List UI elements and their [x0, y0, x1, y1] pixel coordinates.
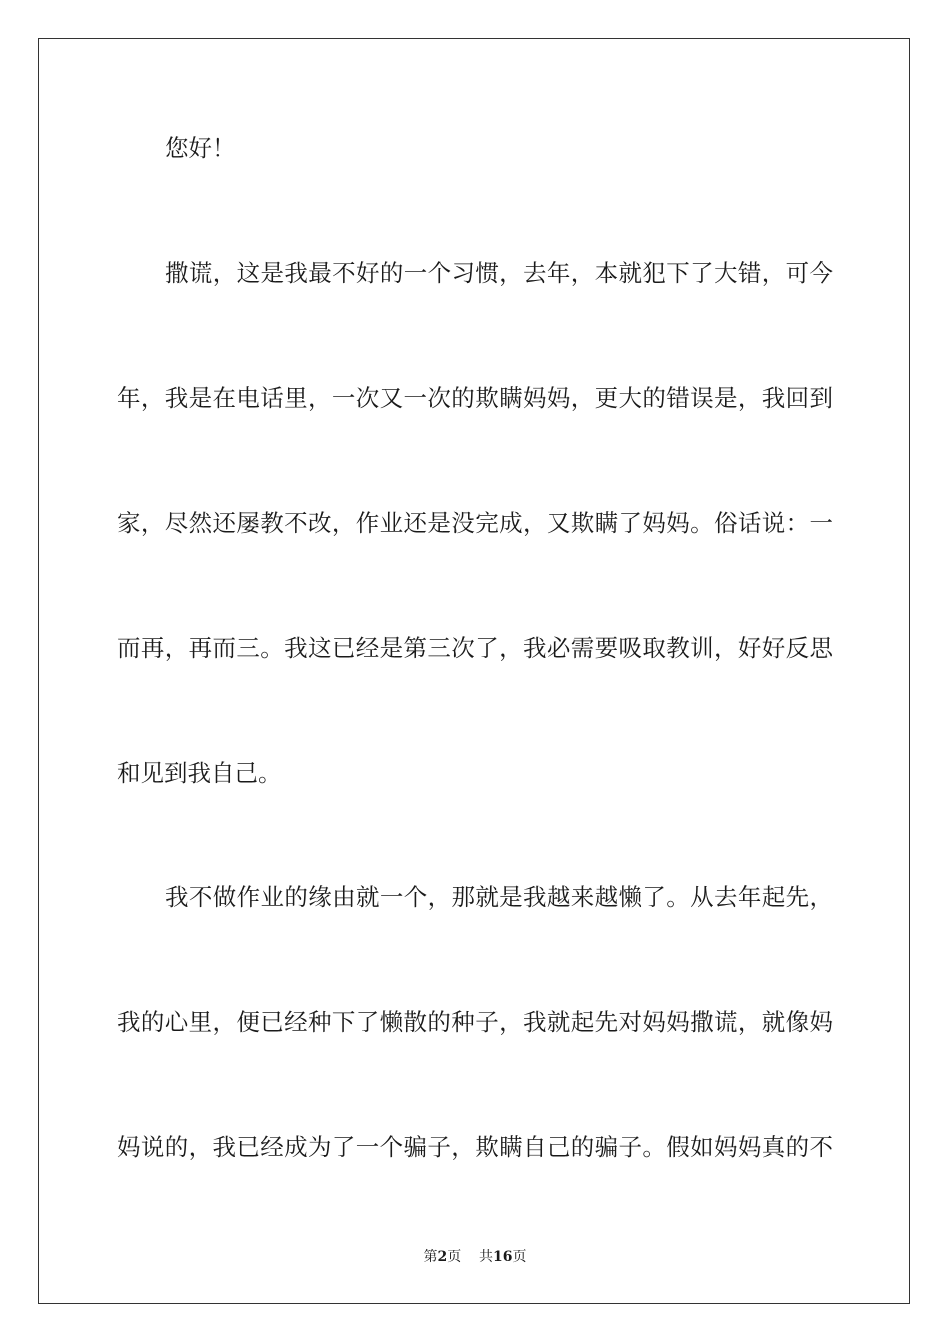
paragraph-line: 和见到我自己。 [117, 759, 282, 787]
paragraph-line: 年，我是在电话里，一次又一次的欺瞒妈妈，更大的错误是，我回到 [117, 384, 833, 412]
total-pages-prefix: 共 [479, 1249, 494, 1265]
paragraph-line: 我不做作业的缘由就一个，那就是我越来越懒了。从去年起先， [165, 883, 833, 911]
page-footer [0, 1248, 950, 1266]
paragraph-line: 我的心里，便已经种下了懒散的种子，我就起先对妈妈撒谎，就像妈 [117, 1008, 833, 1036]
paragraph-line: 妈说的，我已经成为了一个骗子，欺瞒自己的骗子。假如妈妈真的不 [117, 1133, 833, 1161]
total-pages: 16 [493, 1249, 513, 1265]
page-number-prefix: 第 [423, 1249, 438, 1265]
paragraph-line: 撒谎，这是我最不好的一个习惯，去年，本就犯下了大错，可今 [165, 259, 833, 287]
total-pages-suffix: 页 [512, 1249, 527, 1265]
page-border [38, 38, 910, 1304]
page-number-suffix: 页 [447, 1249, 462, 1265]
paragraph-line: 而再，再而三。我这已经是第三次了，我必需要吸取教训，好好反思 [117, 634, 833, 662]
paragraph-line: 家，尽然还屡教不改，作业还是没完成，又欺瞒了妈妈。俗话说：一 [117, 509, 833, 537]
page-number: 2 [437, 1249, 448, 1265]
greeting-line: 您好！ [165, 134, 236, 162]
